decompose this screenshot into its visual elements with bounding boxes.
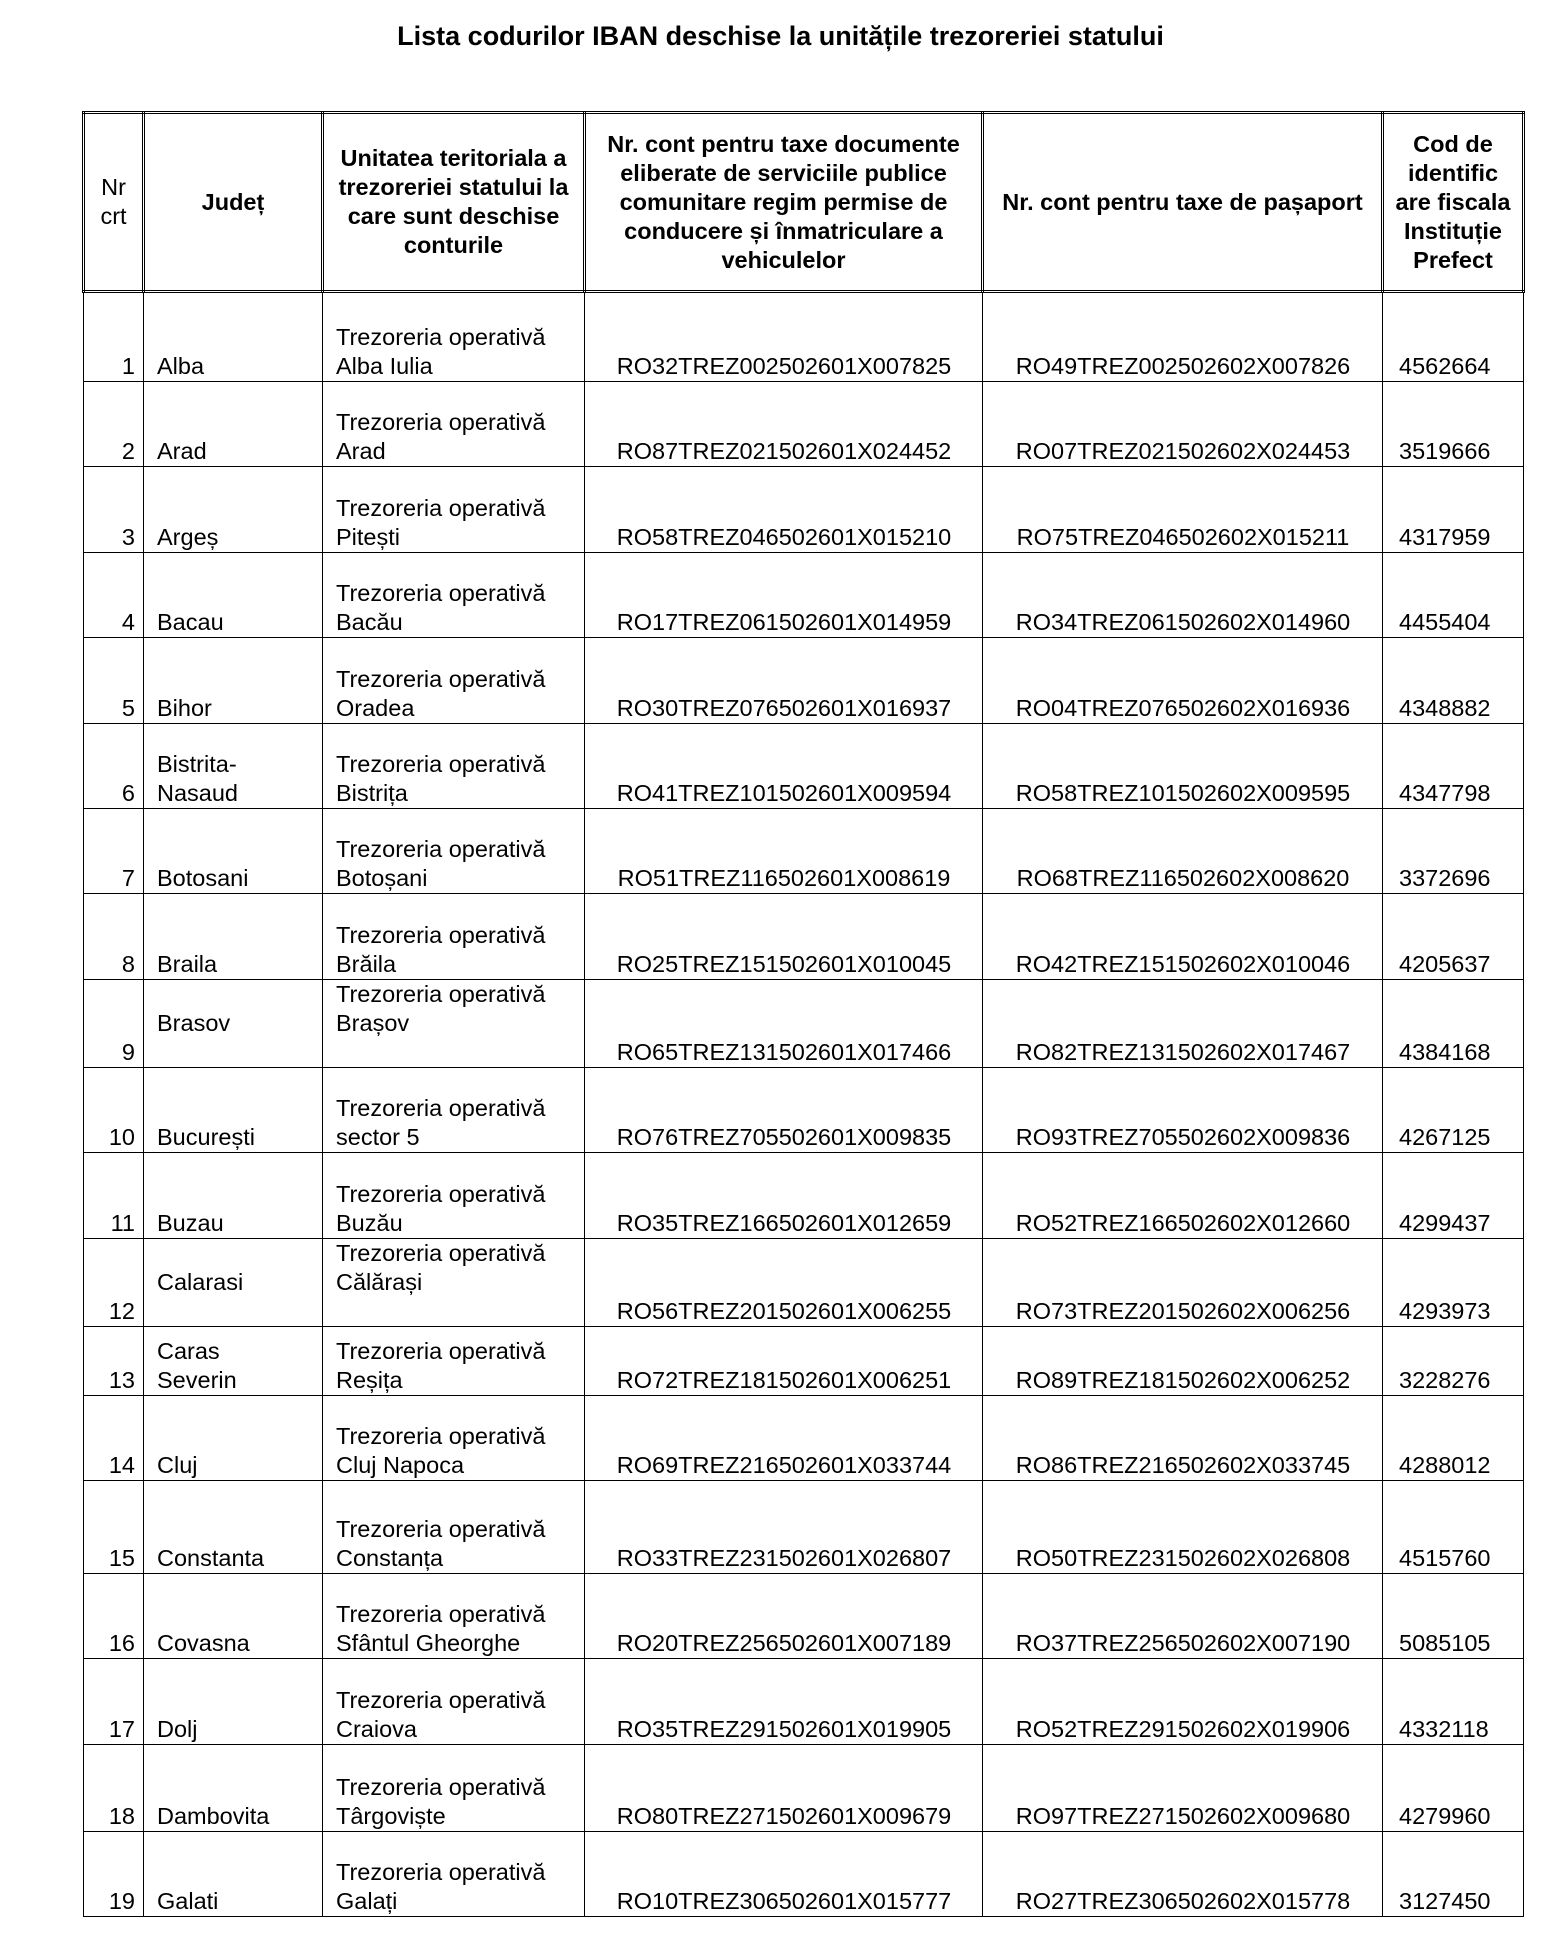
- unitate-line-2: Pitești: [336, 523, 400, 550]
- unitate-line-2: Brăila: [336, 950, 397, 977]
- cell-unitate: [323, 1395, 585, 1480]
- table-row: [84, 1573, 1524, 1658]
- cell-cont-pasaport: RO86TREZ216502602X033745: [983, 1395, 1383, 1480]
- unitate-line-2: Brașov: [336, 1009, 410, 1036]
- document-title: Lista codurilor IBAN deschise la unitățile trezoreriei statului: [397, 21, 1164, 51]
- cell-judet: Bihor: [144, 638, 323, 723]
- unitate-line-1: Trezoreria operativă: [336, 1859, 546, 1886]
- table-row: [84, 1659, 1524, 1744]
- cell-cod-fiscal: 4267125: [1383, 1067, 1524, 1152]
- cell-cod-fiscal: 5085105: [1383, 1573, 1524, 1658]
- unitate-line-1: Trezoreria operativă: [336, 921, 546, 948]
- cell-unitate: [323, 552, 585, 637]
- cell-judet: Argeș: [144, 467, 323, 552]
- cell-cod-fiscal: 4293973: [1383, 1238, 1524, 1326]
- cell-cod-fiscal: 3519666: [1383, 382, 1524, 467]
- cell-nr: 10: [84, 1067, 144, 1152]
- cell-cont-documente: RO32TREZ002502601X007825: [585, 292, 983, 382]
- unitate-line-2: sector 5: [336, 1124, 420, 1151]
- cell-cont-documente: RO65TREZ131502601X017466: [585, 979, 983, 1067]
- table-row: [84, 1480, 1524, 1573]
- cell-cont-pasaport: RO04TREZ076502602X016936: [983, 638, 1383, 723]
- unitate-line-1: Trezoreria operativă: [336, 1239, 546, 1266]
- cell-cont-documente: RO10TREZ306502601X015777: [585, 1831, 983, 1916]
- cell-nr: 13: [84, 1326, 144, 1395]
- cell-judet: Arad: [144, 382, 323, 467]
- cell-cont-documente: RO33TREZ231502601X026807: [585, 1480, 983, 1573]
- cell-cont-pasaport: RO68TREZ116502602X008620: [983, 808, 1383, 893]
- header-nr-crt: Nr crt: [84, 113, 144, 292]
- cell-cont-pasaport: RO37TREZ256502602X007190: [983, 1573, 1383, 1658]
- cell-nr: 4: [84, 552, 144, 637]
- unitate-line-1: Trezoreria operativă: [336, 836, 546, 863]
- unitate-line-2: Craiova: [336, 1715, 417, 1742]
- cell-cod-fiscal: 4347798: [1383, 723, 1524, 808]
- unitate-line-1: Trezoreria operativă: [336, 409, 546, 436]
- unitate-line-1: Trezoreria operativă: [336, 1337, 546, 1364]
- unitate-line-1: Trezoreria operativă: [336, 750, 546, 777]
- cell-cont-documente: RO76TREZ705502601X009835: [585, 1067, 983, 1152]
- cell-nr: 14: [84, 1395, 144, 1480]
- cell-unitate: [323, 1659, 585, 1744]
- unitate-line-1: Trezoreria operativă: [336, 1686, 546, 1713]
- cell-nr: 1: [84, 292, 144, 382]
- cell-cont-documente: RO35TREZ291502601X019905: [585, 1659, 983, 1744]
- cell-unitate: [323, 1744, 585, 1831]
- cell-cod-fiscal: 4515760: [1383, 1480, 1524, 1573]
- cell-cod-fiscal: 4299437: [1383, 1153, 1524, 1238]
- cell-cont-pasaport: RO50TREZ231502602X026808: [983, 1480, 1383, 1573]
- cell-cont-documente: RO51TREZ116502601X008619: [585, 808, 983, 893]
- cell-judet: Covasna: [144, 1573, 323, 1658]
- cell-cont-pasaport: RO42TREZ151502602X010046: [983, 894, 1383, 979]
- unitate-line-2: Sfântul Gheorghe: [336, 1630, 521, 1657]
- unitate-line-2: Călărași: [336, 1268, 423, 1295]
- cell-cont-pasaport: RO82TREZ131502602X017467: [983, 979, 1383, 1067]
- cell-cont-documente: RO20TREZ256502601X007189: [585, 1573, 983, 1658]
- table-row: [84, 1238, 1524, 1326]
- cell-nr: 6: [84, 723, 144, 808]
- judet-line-2: Nasaud: [157, 779, 238, 806]
- cell-unitate: [323, 1153, 585, 1238]
- cell-cont-pasaport: RO52TREZ166502602X012660: [983, 1153, 1383, 1238]
- unitate-line-1: Trezoreria operativă: [336, 1422, 546, 1449]
- table-body: [84, 292, 1524, 1917]
- cell-nr: 2: [84, 382, 144, 467]
- table-row: [84, 552, 1524, 637]
- table-header: [84, 113, 1524, 292]
- header-cont-pasaport: Nr. cont pentru taxe de pașaport: [983, 113, 1383, 292]
- table-row: [84, 1744, 1524, 1831]
- cell-cont-pasaport: RO07TREZ021502602X024453: [983, 382, 1383, 467]
- cell-cod-fiscal: 4562664: [1383, 292, 1524, 382]
- table-row: [84, 1153, 1524, 1238]
- cell-cod-fiscal: 4384168: [1383, 979, 1524, 1067]
- cell-cont-documente: RO69TREZ216502601X033744: [585, 1395, 983, 1480]
- unitate-line-2: Reșița: [336, 1366, 403, 1393]
- unitate-line-1: Trezoreria operativă: [336, 980, 546, 1007]
- table-row: [84, 1831, 1524, 1916]
- cell-judet: Alba: [144, 292, 323, 382]
- judet-label: Brasov: [157, 1009, 231, 1036]
- cell-cod-fiscal: 4279960: [1383, 1744, 1524, 1831]
- header-row: [84, 113, 1524, 292]
- unitate-line-1: Trezoreria operativă: [336, 1773, 546, 1800]
- cell-unitate: [323, 1238, 585, 1326]
- cell-nr: 18: [84, 1744, 144, 1831]
- judet-label: Calarasi: [157, 1268, 244, 1295]
- cell-nr: 9: [84, 979, 144, 1067]
- iban-table: [82, 111, 1525, 1917]
- cell-nr: 17: [84, 1659, 144, 1744]
- cell-judet: București: [144, 1067, 323, 1152]
- cell-cod-fiscal: 3228276: [1383, 1326, 1524, 1395]
- unitate-line-1: Trezoreria operativă: [336, 494, 546, 521]
- cell-judet: Cluj: [144, 1395, 323, 1480]
- unitate-line-2: Târgoviște: [336, 1802, 446, 1829]
- unitate-line-2: Oradea: [336, 694, 415, 721]
- cell-unitate: [323, 638, 585, 723]
- cell-cont-pasaport: RO49TREZ002502602X007826: [983, 292, 1383, 382]
- unitate-line-1: Trezoreria operativă: [336, 1601, 546, 1628]
- cell-nr: 19: [84, 1831, 144, 1916]
- cell-nr: 3: [84, 467, 144, 552]
- table-row: [84, 894, 1524, 979]
- cell-cont-documente: RO58TREZ046502601X015210: [585, 467, 983, 552]
- table-row: [84, 723, 1524, 808]
- cell-cont-pasaport: RO97TREZ271502602X009680: [983, 1744, 1383, 1831]
- unitate-line-2: Constanța: [336, 1544, 444, 1571]
- cell-judet: Buzau: [144, 1153, 323, 1238]
- cell-cont-documente: RO25TREZ151502601X010045: [585, 894, 983, 979]
- cell-cont-pasaport: RO93TREZ705502602X009836: [983, 1067, 1383, 1152]
- table-row: [84, 1395, 1524, 1480]
- table-row: [84, 638, 1524, 723]
- cell-cont-pasaport: RO27TREZ306502602X015778: [983, 1831, 1383, 1916]
- cell-judet: [144, 979, 323, 1067]
- cell-judet: [144, 723, 323, 808]
- cell-nr: 5: [84, 638, 144, 723]
- cell-cod-fiscal: 4348882: [1383, 638, 1524, 723]
- cell-judet: Braila: [144, 894, 323, 979]
- header-unitate: Unitatea teritoriala a trezoreriei statului la care sunt deschise conturile: [323, 113, 585, 292]
- judet-line-1: Caras: [157, 1337, 220, 1364]
- cell-unitate: [323, 292, 585, 382]
- cell-cont-documente: RO30TREZ076502601X016937: [585, 638, 983, 723]
- header-cod-fiscal: Cod de identific are fiscala Instituție Prefect: [1383, 113, 1524, 292]
- cell-unitate: [323, 808, 585, 893]
- judet-line-1: Bistrita-: [157, 750, 237, 777]
- cell-judet: [144, 1326, 323, 1395]
- cell-cod-fiscal: 4332118: [1383, 1659, 1524, 1744]
- unitate-line-1: Trezoreria operativă: [336, 665, 546, 692]
- cell-cont-pasaport: RO89TREZ181502602X006252: [983, 1326, 1383, 1395]
- unitate-line-2: Bistrița: [336, 779, 408, 806]
- cell-cont-pasaport: RO75TREZ046502602X015211: [983, 467, 1383, 552]
- cell-judet: Bacau: [144, 552, 323, 637]
- cell-unitate: [323, 1067, 585, 1152]
- unitate-line-1: Trezoreria operativă: [336, 324, 546, 350]
- cell-unitate: [323, 1326, 585, 1395]
- table-row: [84, 1326, 1524, 1395]
- cell-cont-pasaport: RO58TREZ101502602X009595: [983, 723, 1383, 808]
- cell-unitate: [323, 382, 585, 467]
- cell-cont-pasaport: RO73TREZ201502602X006256: [983, 1238, 1383, 1326]
- table-row: [84, 979, 1524, 1067]
- cell-cod-fiscal: 4317959: [1383, 467, 1524, 552]
- table-row: [84, 467, 1524, 552]
- cell-unitate: [323, 1831, 585, 1916]
- cell-unitate: [323, 1480, 585, 1573]
- cell-cod-fiscal: 3372696: [1383, 808, 1524, 893]
- unitate-line-2: Buzău: [336, 1209, 403, 1236]
- cell-cod-fiscal: 3127450: [1383, 1831, 1524, 1916]
- cell-cont-documente: RO87TREZ021502601X024452: [585, 382, 983, 467]
- cell-judet: Galati: [144, 1831, 323, 1916]
- cell-cont-pasaport: RO34TREZ061502602X014960: [983, 552, 1383, 637]
- cell-unitate: [323, 1573, 585, 1658]
- cell-nr: 11: [84, 1153, 144, 1238]
- unitate-line-2: Galați: [336, 1888, 398, 1915]
- cell-unitate: [323, 467, 585, 552]
- cell-cont-pasaport: RO52TREZ291502602X019906: [983, 1659, 1383, 1744]
- cell-unitate: [323, 894, 585, 979]
- cell-nr: 12: [84, 1238, 144, 1326]
- header-cont-taxe-documente: Nr. cont pentru taxe documente eliberate de serviciile publice comunitare regim permise de conducere și înmatriculare a vehiculelor: [585, 113, 983, 292]
- cell-cont-documente: RO35TREZ166502601X012659: [585, 1153, 983, 1238]
- cell-judet: Dolj: [144, 1659, 323, 1744]
- cell-judet: Botosani: [144, 808, 323, 893]
- cell-judet: Dambovita: [144, 1744, 323, 1831]
- cell-cont-documente: RO17TREZ061502601X014959: [585, 552, 983, 637]
- unitate-line-2: Alba Iulia: [336, 353, 433, 379]
- table-row: [84, 292, 1524, 382]
- cell-judet: Constanta: [144, 1480, 323, 1573]
- cell-nr: 7: [84, 808, 144, 893]
- unitate-line-2: Botoșani: [336, 865, 428, 892]
- header-judet: Județ: [144, 113, 323, 292]
- cell-nr: 8: [84, 894, 144, 979]
- cell-unitate: [323, 723, 585, 808]
- unitate-line-2: Cluj Napoca: [336, 1451, 465, 1478]
- cell-cont-documente: RO56TREZ201502601X006255: [585, 1238, 983, 1326]
- table-row: [84, 382, 1524, 467]
- cell-cont-documente: RO72TREZ181502601X006251: [585, 1326, 983, 1395]
- unitate-line-2: Arad: [336, 438, 386, 465]
- table-row: [84, 808, 1524, 893]
- cell-unitate: [323, 979, 585, 1067]
- cell-nr: 16: [84, 1573, 144, 1658]
- unitate-line-1: Trezoreria operativă: [336, 1095, 546, 1122]
- unitate-line-2: Bacău: [336, 609, 403, 636]
- cell-nr: 15: [84, 1480, 144, 1573]
- unitate-line-1: Trezoreria operativă: [336, 1515, 546, 1542]
- cell-cod-fiscal: 4205637: [1383, 894, 1524, 979]
- cell-cod-fiscal: 4288012: [1383, 1395, 1524, 1480]
- cell-cont-documente: RO41TREZ101502601X009594: [585, 723, 983, 808]
- cell-cont-documente: RO80TREZ271502601X009679: [585, 1744, 983, 1831]
- table-row: [84, 1067, 1524, 1152]
- judet-line-2: Severin: [157, 1366, 237, 1393]
- unitate-line-1: Trezoreria operativă: [336, 1180, 546, 1207]
- cell-cod-fiscal: 4455404: [1383, 552, 1524, 637]
- unitate-line-1: Trezoreria operativă: [336, 580, 546, 607]
- cell-judet: [144, 1238, 323, 1326]
